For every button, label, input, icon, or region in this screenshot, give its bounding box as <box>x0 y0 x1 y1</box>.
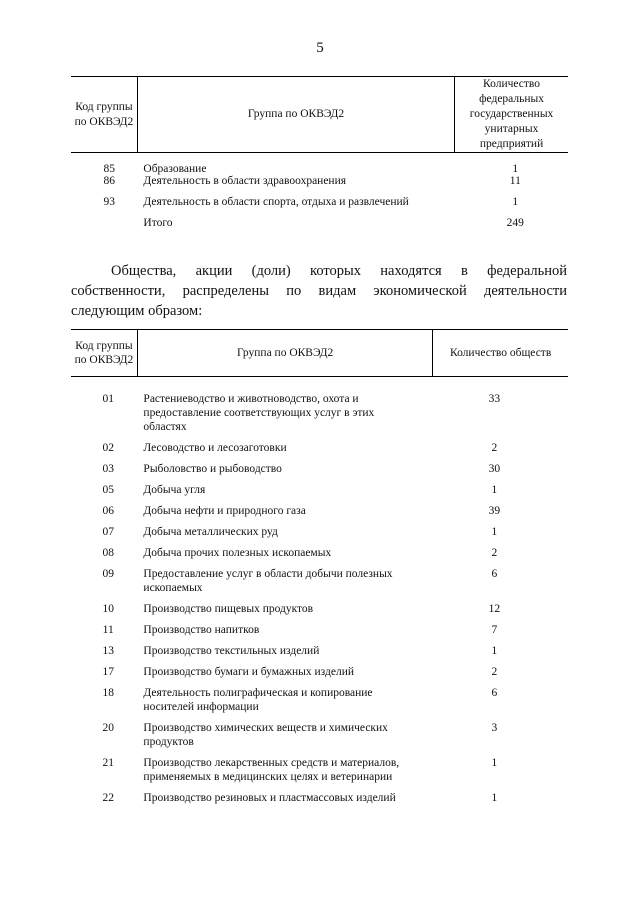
cell-code: 05 <box>102 484 114 496</box>
table-row <box>71 567 568 602</box>
cell-group: Лесоводство и лесозаготовки <box>143 442 287 454</box>
cell-group: Производство пищевых продуктов <box>143 603 314 615</box>
table-total-row <box>71 217 568 238</box>
cell-count: 30 <box>488 463 501 475</box>
cell-group: Производство химических веществ и химических продуктов <box>143 722 388 748</box>
table-federal-enterprises <box>71 76 568 238</box>
cell-group: Деятельность в области спорта, отдыха и развлечений <box>143 196 409 208</box>
cell-code: 21 <box>102 757 114 769</box>
table-header-row <box>71 77 568 153</box>
table-row <box>71 602 568 623</box>
header-code: Код группы по ОКВЭД2 <box>71 77 137 153</box>
table-row <box>71 546 568 567</box>
header-code: Код группы по ОКВЭД2 <box>71 330 137 377</box>
cell-code: 11 <box>102 624 114 636</box>
cell-group: Рыболовство и рыбоводство <box>143 463 282 475</box>
table-row <box>71 377 568 442</box>
cell-count: 3 <box>491 722 498 734</box>
cell-count: 33 <box>488 393 501 405</box>
cell-count: 7 <box>491 624 498 636</box>
cell-group: Добыча прочих полезных ископаемых <box>143 547 332 559</box>
cell-total-count: 249 <box>506 217 524 229</box>
cell-group: Производство резиновых и пластмассовых изделий <box>143 792 396 804</box>
table-row <box>71 525 568 546</box>
cell-group: Добыча угля <box>143 484 206 496</box>
cell-code: 17 <box>102 666 114 678</box>
cell-group: Добыча нефти и природного газа <box>143 505 306 517</box>
cell-count: 1 <box>512 196 519 208</box>
cell-count: 11 <box>509 175 521 187</box>
cell-code: 10 <box>102 603 114 615</box>
cell-code: 01 <box>102 393 114 405</box>
body-paragraph: Общества, акции (доли) которых находятся в федеральной собственности, распределены по видам экономической деятельности следующим образом: <box>71 263 567 319</box>
cell-code: 09 <box>102 568 114 580</box>
table-row <box>71 483 568 504</box>
cell-group: Растениеводство и животноводство, охота и предоставление соответствующих услуг в этих областях <box>143 393 375 433</box>
cell-group: Предоставление услуг в области добычи полезных ископаемых <box>143 568 393 594</box>
cell-code: 93 <box>103 196 115 208</box>
cell-group: Образование <box>143 163 207 175</box>
cell-count: 6 <box>491 687 498 699</box>
header-count: Количество обществ <box>433 330 568 377</box>
cell-code: 86 <box>103 175 115 187</box>
page-number: 5 <box>316 40 324 56</box>
table-row <box>71 175 568 196</box>
cell-code: 22 <box>102 792 114 804</box>
cell-code: 02 <box>102 442 114 454</box>
table-header-row <box>71 330 568 377</box>
cell-count: 39 <box>488 505 501 517</box>
table-row <box>71 504 568 525</box>
cell-group: Деятельность в области здравоохранения <box>143 175 347 187</box>
cell-code: 85 <box>103 163 115 175</box>
cell-count: 2 <box>491 666 498 678</box>
cell-count: 1 <box>491 792 498 804</box>
cell-group: Производство текстильных изделий <box>143 645 320 657</box>
table-row <box>71 441 568 462</box>
table-row <box>71 756 568 791</box>
cell-count: 1 <box>491 757 498 769</box>
cell-count: 6 <box>491 568 498 580</box>
table-row <box>71 686 568 721</box>
cell-count: 12 <box>488 603 501 615</box>
cell-count: 1 <box>491 526 498 538</box>
header-count: Количество федеральных государственных унитарных предприятий <box>455 77 568 153</box>
cell-code: 06 <box>102 505 114 517</box>
cell-code: 08 <box>102 547 114 559</box>
table-row <box>71 665 568 686</box>
cell-count: 2 <box>491 547 498 559</box>
cell-code: 18 <box>102 687 114 699</box>
cell-code: 03 <box>102 463 114 475</box>
cell-count: 2 <box>491 442 498 454</box>
header-group: Группа по ОКВЭД2 <box>137 330 432 377</box>
table-row <box>71 623 568 644</box>
cell-code <box>71 217 137 238</box>
cell-group: Производство лекарственных средств и материалов, применяемых в медицинских целях и ветеринарии <box>143 757 400 783</box>
cell-code: 20 <box>102 722 114 734</box>
table-row <box>71 644 568 665</box>
table-row <box>71 462 568 483</box>
table-societies <box>71 329 568 812</box>
table-row <box>71 153 568 176</box>
header-group: Группа по ОКВЭД2 <box>137 77 454 153</box>
cell-total-label: Итого <box>143 217 173 229</box>
table-row <box>71 196 568 217</box>
table-row <box>71 791 568 812</box>
cell-code: 07 <box>102 526 114 538</box>
cell-count: 1 <box>491 484 498 496</box>
cell-group: Добыча металлических руд <box>143 526 278 538</box>
cell-group: Деятельность полиграфическая и копирование носителей информации <box>143 687 373 713</box>
table-row <box>71 721 568 756</box>
cell-code: 13 <box>102 645 114 657</box>
cell-group: Производство бумаги и бумажных изделий <box>143 666 354 678</box>
cell-group: Производство напитков <box>143 624 260 636</box>
cell-count: 1 <box>491 645 498 657</box>
cell-count: 1 <box>512 163 519 175</box>
